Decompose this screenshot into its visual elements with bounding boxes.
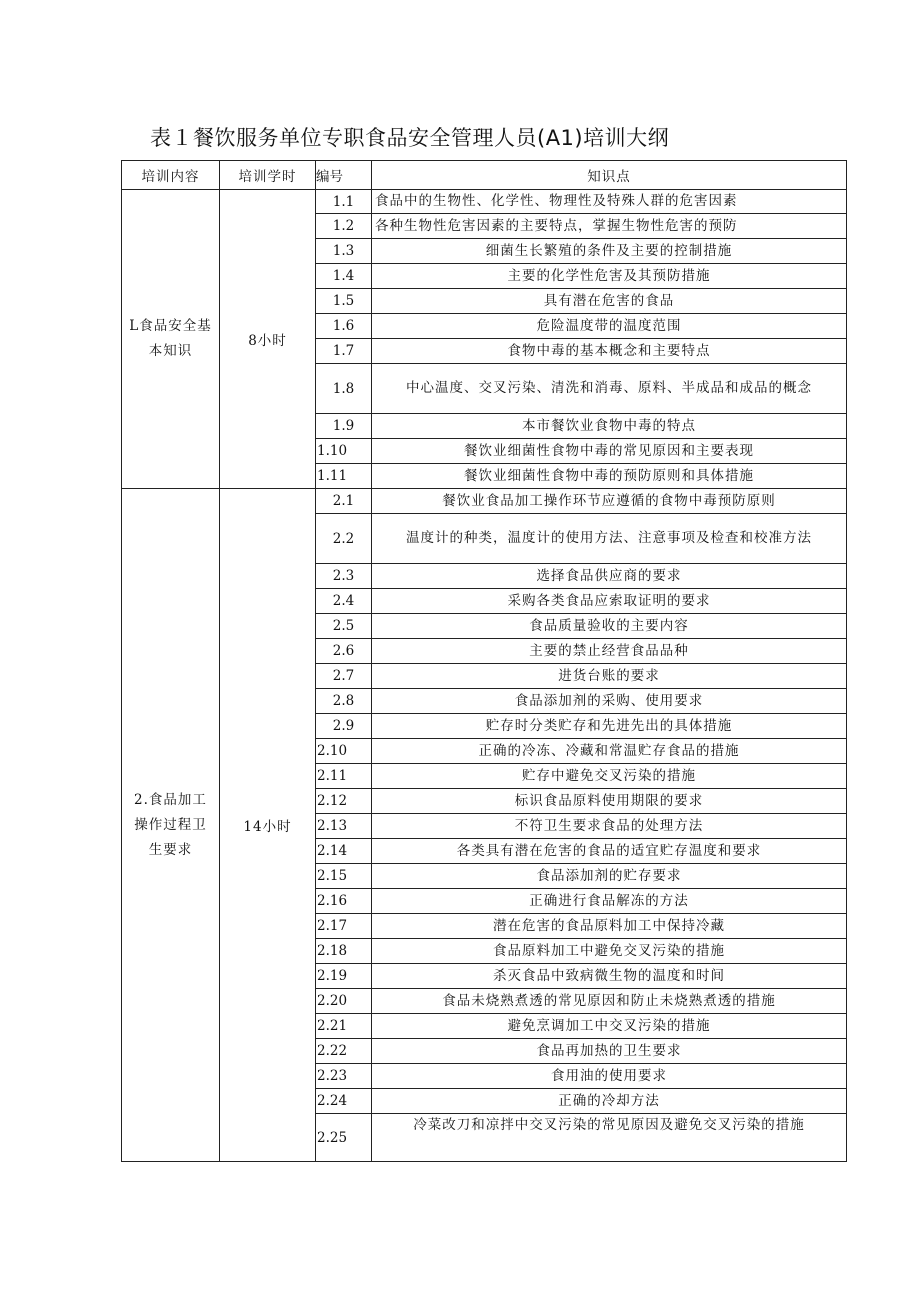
item-number: 2.19 (316, 964, 372, 989)
item-knowledge: 食品再加热的卫生要求 (372, 1039, 847, 1064)
item-number: 2.25 (316, 1114, 372, 1162)
item-number: 1.3 (316, 239, 372, 264)
table-row (122, 190, 847, 214)
item-knowledge: 主要的化学性危害及其预防措施 (372, 264, 847, 289)
item-number: 2.12 (316, 789, 372, 814)
item-knowledge: 正确的冷冻、冷藏和常温贮存食品的措施 (372, 739, 847, 764)
item-number: 2.16 (316, 889, 372, 914)
item-number: 2.5 (316, 614, 372, 639)
item-number: 2.23 (316, 1064, 372, 1089)
item-number: 2.24 (316, 1089, 372, 1114)
section-2-content: 2.食品加工操作过程卫生要求 (122, 489, 220, 1162)
item-number: 2.11 (316, 764, 372, 789)
item-number: 2.15 (316, 864, 372, 889)
item-knowledge: 选择食品供应商的要求 (372, 564, 847, 589)
item-knowledge: 食品质量验收的主要内容 (372, 614, 847, 639)
item-knowledge: 食品添加剂的贮存要求 (372, 864, 847, 889)
item-number: 1.5 (316, 289, 372, 314)
item-knowledge: 餐饮业细菌性食物中毒的常见原因和主要表现 (372, 439, 847, 464)
item-number: 1.9 (316, 414, 372, 439)
item-number: 2.2 (316, 514, 372, 564)
item-number: 1.11 (316, 464, 372, 489)
table-row (122, 489, 847, 514)
item-number: 2.6 (316, 639, 372, 664)
header-number: 编号 (316, 161, 372, 190)
item-knowledge: 具有潜在危害的食品 (372, 289, 847, 314)
section-1-content: L食品安全基本知识 (122, 190, 220, 489)
item-number: 2.20 (316, 989, 372, 1014)
item-number: 1.1 (316, 190, 372, 214)
item-number: 2.21 (316, 1014, 372, 1039)
item-knowledge: 杀灭食品中致病微生物的温度和时间 (372, 964, 847, 989)
item-knowledge: 食品原料加工中避免交叉污染的措施 (372, 939, 847, 964)
item-knowledge: 食品添加剂的采购、使用要求 (372, 689, 847, 714)
item-number: 2.3 (316, 564, 372, 589)
item-number: 2.17 (316, 914, 372, 939)
item-number: 2.18 (316, 939, 372, 964)
item-knowledge: 标识食品原料使用期限的要求 (372, 789, 847, 814)
item-knowledge: 采购各类食品应索取证明的要求 (372, 589, 847, 614)
item-knowledge: 本市餐饮业食物中毒的特点 (372, 414, 847, 439)
item-knowledge: 冷菜改刀和凉拌中交叉污染的常见原因及避免交叉污染的措施 (372, 1114, 847, 1162)
item-number: 2.13 (316, 814, 372, 839)
item-knowledge: 中心温度、交叉污染、清洗和消毒、原料、半成品和成品的概念 (372, 364, 847, 414)
item-number: 2.7 (316, 664, 372, 689)
item-knowledge: 各种生物性危害因素的主要特点，掌握生物性危害的预防 (372, 214, 847, 239)
section-1-hours: 8小时 (220, 190, 316, 489)
item-knowledge: 餐饮业食品加工操作环节应遵循的食物中毒预防原则 (372, 489, 847, 514)
item-number: 2.22 (316, 1039, 372, 1064)
header-knowledge-points: 知识点 (372, 161, 847, 190)
item-number: 2.4 (316, 589, 372, 614)
item-knowledge: 避免烹调加工中交叉污染的措施 (372, 1014, 847, 1039)
item-knowledge: 餐饮业细菌性食物中毒的预防原则和具体措施 (372, 464, 847, 489)
item-knowledge: 细菌生长繁殖的条件及主要的控制措施 (372, 239, 847, 264)
item-knowledge: 食品未烧熟煮透的常见原因和防止未烧熟煮透的措施 (372, 989, 847, 1014)
section-2-hours: 14小时 (220, 489, 316, 1162)
item-number: 1.4 (316, 264, 372, 289)
item-number: 2.9 (316, 714, 372, 739)
item-knowledge: 危险温度带的温度范围 (372, 314, 847, 339)
item-number: 2.8 (316, 689, 372, 714)
item-knowledge: 进货台账的要求 (372, 664, 847, 689)
item-knowledge: 各类具有潜在危害的食品的适宜贮存温度和要求 (372, 839, 847, 864)
item-number: 1.2 (316, 214, 372, 239)
item-knowledge: 贮存中避免交叉污染的措施 (372, 764, 847, 789)
item-knowledge: 主要的禁止经营食品品种 (372, 639, 847, 664)
item-knowledge: 食物中毒的基本概念和主要特点 (372, 339, 847, 364)
header-training-hours: 培训学时 (220, 161, 316, 190)
item-number: 1.7 (316, 339, 372, 364)
item-number: 2.14 (316, 839, 372, 864)
header-training-content: 培训内容 (122, 161, 220, 190)
page-title: 表１餐饮服务单位专职食品安全管理人员(A1)培训大纲 (150, 126, 670, 150)
item-knowledge: 贮存时分类贮存和先进先出的具体措施 (372, 714, 847, 739)
item-knowledge: 温度计的种类，温度计的使用方法、注意事项及检查和校准方法 (372, 514, 847, 564)
item-knowledge: 正确进行食品解冻的方法 (372, 889, 847, 914)
item-number: 1.10 (316, 439, 372, 464)
training-outline-table (121, 160, 847, 1162)
item-number: 1.6 (316, 314, 372, 339)
item-knowledge: 潜在危害的食品原料加工中保持冷藏 (372, 914, 847, 939)
item-knowledge: 不符卫生要求食品的处理方法 (372, 814, 847, 839)
table-header-row (122, 161, 847, 190)
item-knowledge: 食用油的使用要求 (372, 1064, 847, 1089)
item-number: 2.10 (316, 739, 372, 764)
item-number: 2.1 (316, 489, 372, 514)
item-number: 1.8 (316, 364, 372, 414)
item-knowledge: 正确的冷却方法 (372, 1089, 847, 1114)
item-knowledge: 食品中的生物性、化学性、物理性及特殊人群的危害因素 (372, 190, 847, 214)
